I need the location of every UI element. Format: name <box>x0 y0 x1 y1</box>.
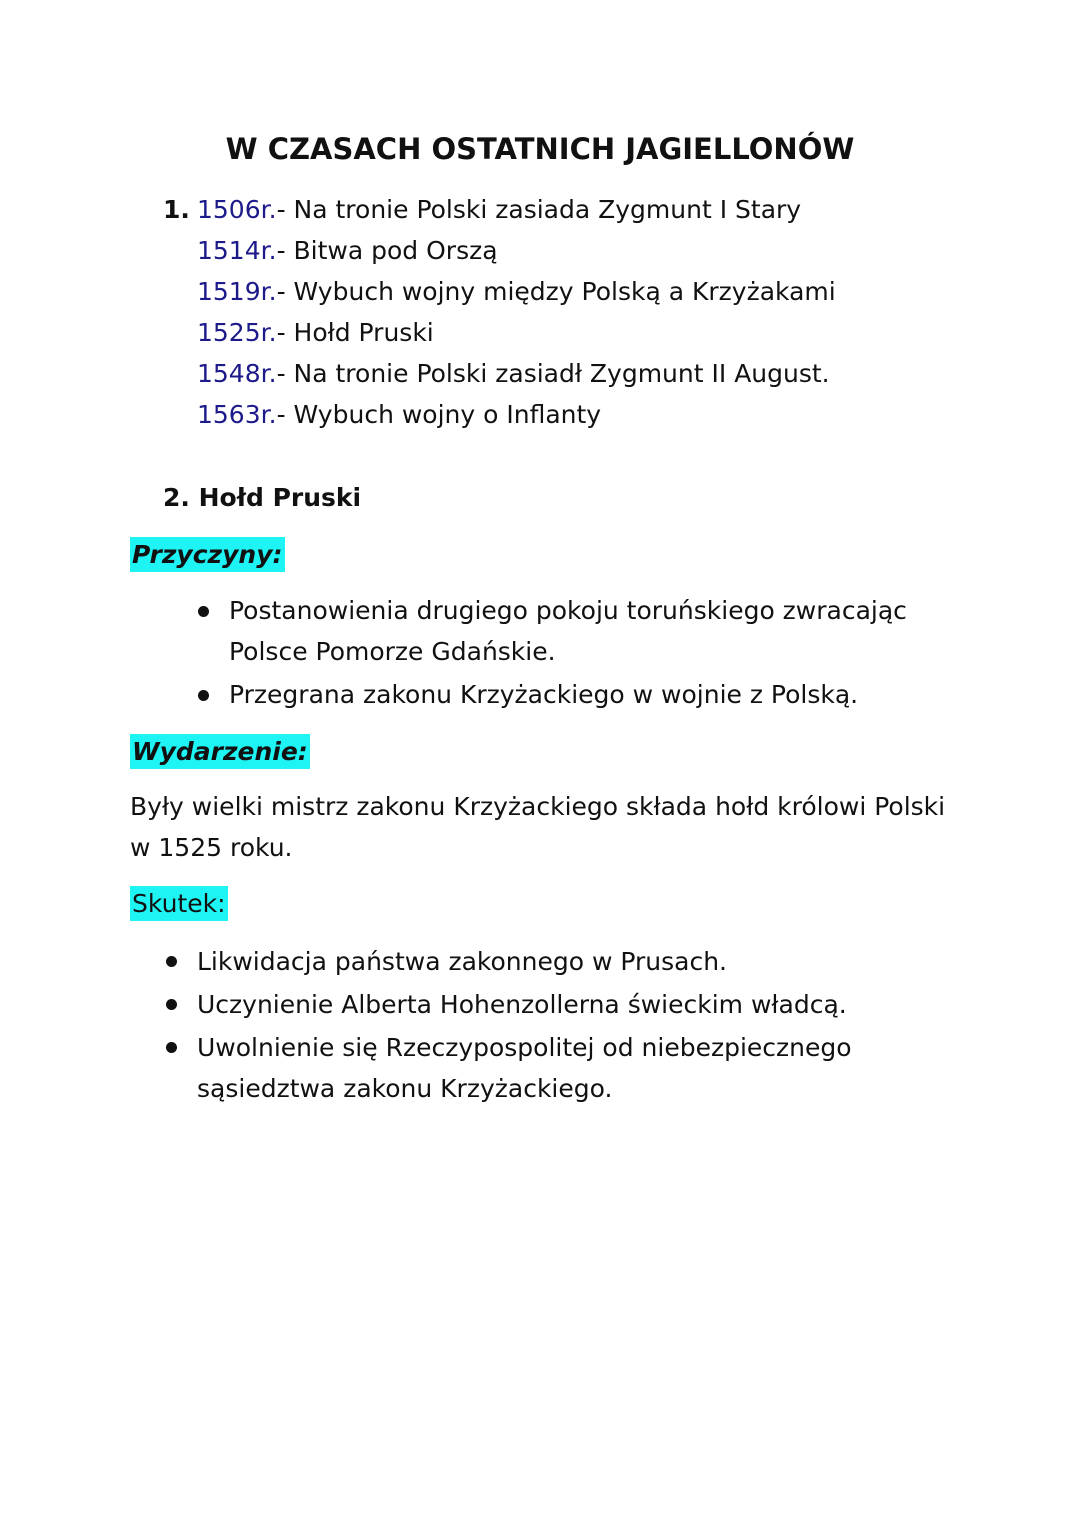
list-number: 1. <box>163 195 190 224</box>
cause-item-cont: Polsce Pomorze Gdańskie. <box>229 637 556 666</box>
event-label: Wydarzenie: <box>130 734 310 769</box>
effect-item: Uwolnienie się Rzeczypospolitej od niebezpiecznego <box>197 1033 852 1062</box>
bullet-icon <box>166 1042 177 1053</box>
timeline-item <box>197 318 434 347</box>
page-title: W CZASACH OSTATNICH JAGIELLONÓW <box>225 132 855 166</box>
timeline-item <box>197 277 836 306</box>
effect-item-cont: sąsiedztwa zakonu Krzyżackiego. <box>197 1074 613 1103</box>
timeline-item <box>197 359 830 388</box>
cause-item: Przegrana zakonu Krzyżackiego w wojnie z Polską. <box>229 680 859 709</box>
cause-item: Postanowienia drugiego pokoju toruńskiego zwracając <box>229 596 907 625</box>
timeline-item <box>197 195 801 224</box>
causes-label: Przyczyny: <box>130 537 285 572</box>
event-text: - Bitwa pod Orszą <box>276 236 498 265</box>
section-heading: 2. Hołd Pruski <box>163 483 362 512</box>
event-date: 1525r. <box>197 318 277 347</box>
timeline-item <box>197 400 601 429</box>
event-text: - Hołd Pruski <box>276 318 434 347</box>
event-text-cont: w 1525 roku. <box>130 833 293 862</box>
event-date: 1548r. <box>197 359 277 388</box>
event-date: 1563r. <box>197 400 277 429</box>
event-text: - Na tronie Polski zasiada Zygmunt I Stary <box>276 195 802 224</box>
event-text: Były wielki mistrz zakonu Krzyżackiego składa hołd królowi Polski <box>130 792 946 821</box>
event-text: - Na tronie Polski zasiadł Zygmunt II August. <box>276 359 830 388</box>
effects-label: Skutek: <box>130 886 228 921</box>
bullet-icon <box>198 606 209 617</box>
bullet-icon <box>166 956 177 967</box>
event-date: 1506r. <box>197 195 277 224</box>
event-date: 1519r. <box>197 277 277 306</box>
timeline-item <box>197 236 498 265</box>
effect-item: Uczynienie Alberta Hohenzollerna świeckim władcą. <box>197 990 847 1019</box>
event-text: - Wybuch wojny o Inflanty <box>276 400 602 429</box>
bullet-icon <box>198 690 209 701</box>
event-date: 1514r. <box>197 236 277 265</box>
event-text: - Wybuch wojny między Polską a Krzyżakami <box>276 277 836 306</box>
effect-item: Likwidacja państwa zakonnego w Prusach. <box>197 947 728 976</box>
bullet-icon <box>166 999 177 1010</box>
